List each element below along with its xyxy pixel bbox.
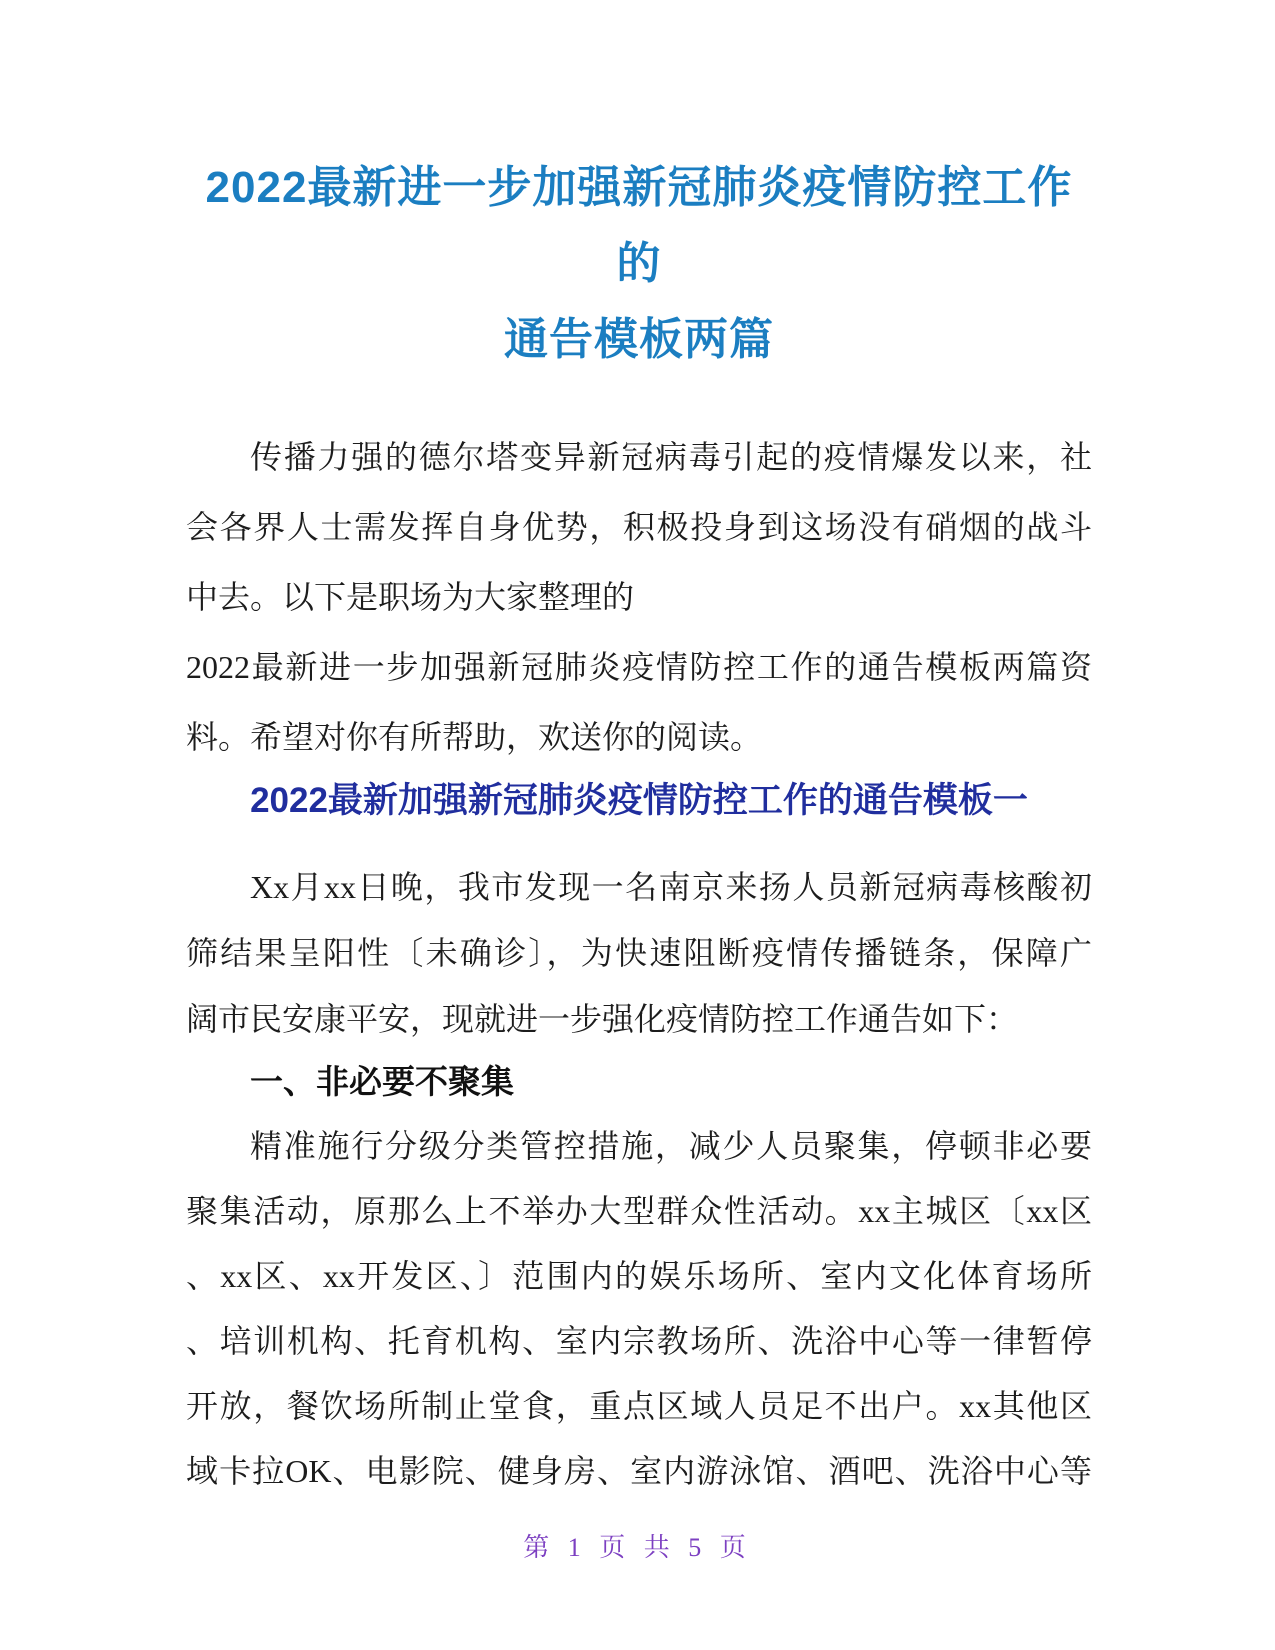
intro-paragraph xyxy=(186,422,1092,772)
title-line-1: 2022最新进一步加强新冠肺炎疫情防控工作的 xyxy=(205,163,1073,288)
title-line-2: 通告模板两篇 xyxy=(504,315,774,364)
text-line: 、xx区、xx开发区、〕范围内的娱乐场所、室内文化体育场所 xyxy=(186,1258,1092,1294)
text-line: 会各界人士需发挥自身优势，积极投身到这场没有硝烟的战斗 xyxy=(186,509,1092,545)
text-line: 料。希望对你有所帮助，欢送你的阅读。 xyxy=(186,719,763,755)
section-paragraph-1 xyxy=(186,854,1092,1052)
text-line: 筛结果呈阳性〔未确诊〕，为快速阻断疫情传播链条，保障广 xyxy=(186,935,1092,971)
text-line: 阔市民安康平安，现就进一步强化疫情防控工作通告如下： xyxy=(186,1001,1019,1037)
document-content xyxy=(0,150,1275,1504)
text-line: 传播力强的德尔塔变异新冠病毒引起的疫情爆发以来，社 xyxy=(250,439,1092,475)
section-paragraph-2 xyxy=(186,1114,1092,1504)
text-line: 开放，餐饮场所制止堂食，重点区域人员足不出户。xx其他区 xyxy=(186,1388,1092,1424)
page-footer xyxy=(0,1527,1275,1564)
text-line: 2022最新进一步加强新冠肺炎疫情防控工作的通告模板两篇资 xyxy=(186,649,1092,685)
text-line: Xx月xx日晚，我市发现一名南京来扬人员新冠病毒核酸初 xyxy=(250,869,1092,905)
document-title xyxy=(186,150,1092,378)
text-line: 聚集活动，原那么上不举办大型群众性活动。xx主城区〔xx区 xyxy=(186,1193,1092,1229)
text-line: 精准施行分级分类管控措施，减少人员聚集，停顿非必要 xyxy=(250,1128,1092,1164)
section-heading: 一、非必要不聚集 xyxy=(250,1065,514,1101)
text-line: 域卡拉OK、电影院、健身房、室内游泳馆、酒吧、洗浴中心等 xyxy=(186,1453,1092,1489)
text-line: 、培训机构、托育机构、室内宗教场所、洗浴中心等一律暂停 xyxy=(186,1323,1092,1359)
page-number-text: 第 1 页 共 5 页 xyxy=(523,1533,752,1562)
section-subtitle: 2022最新加强新冠肺炎疫情防控工作的通告模板一 xyxy=(250,781,1028,820)
text-line: 中去。以下是职场为大家整理的 xyxy=(186,579,635,615)
